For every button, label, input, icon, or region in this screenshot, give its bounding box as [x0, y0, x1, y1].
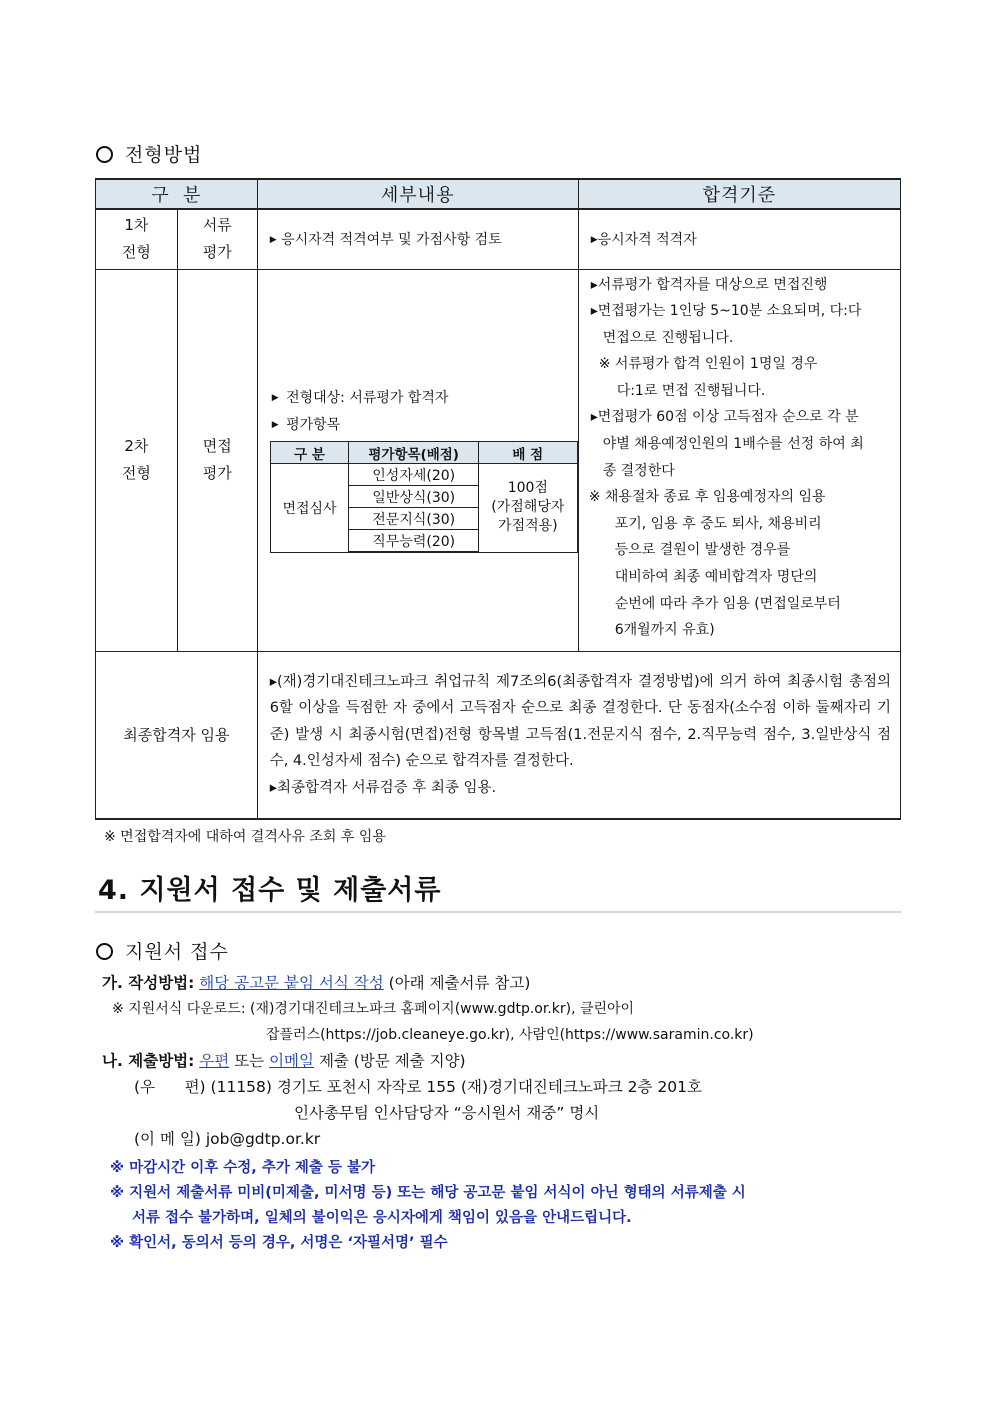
email-link[interactable]: 이메일	[269, 1052, 314, 1070]
interview-note: ※ 면접합격자에 대하여 결격사유 조회 후 임용	[104, 829, 386, 845]
email-label: (이 메 일)	[134, 1130, 201, 1148]
stage2-type-line2: 평가	[202, 464, 232, 482]
criteria-line: ▸면접평가는 1인당 5~10분 소요되며, 다:다	[590, 303, 862, 320]
stage2-target-line: ▶ 전형대상: 서류평가 합격자	[271, 390, 449, 406]
apply-title-text: 지원서 접수	[125, 941, 229, 963]
stage1-criteria-text: 응시자격 적격자	[597, 232, 697, 249]
section-title-apply	[96, 937, 229, 964]
inner-category-cell: 면접심사	[270, 464, 349, 553]
header-criteria: 합격기준	[578, 179, 900, 209]
header-category: 구 분	[96, 179, 258, 209]
inner-score-line2: (가점해당자	[491, 499, 565, 516]
criteria-line: ※ 서류평가 합격 인원이 1명일 경우	[598, 356, 818, 373]
inner-header-items: 평가항목(배점)	[349, 442, 479, 464]
post-address: (11158) 경기도 포천시 자작로 155 (재)경기대진테크노파크 2층 201호	[210, 1078, 702, 1096]
final-text-1: ▸(재)경기대진테크노파크 취업규칙 제7조의6(최종합격자 결정방법)에 의거 하여 최종시험 총점의 6할 이상을 득점한 자 중에서 고득점자 순으로 최종 결정한다. 단 동점자(소수점 이하 둘째자리 기준) 발생 시 최종시험(면접)전형 항목별 고득점(1.전문지식 점수, 2.직무능력 점수, 3.일반상식 점수, 4.인성자세 점수) 순으로 합격자를 결정한다.	[269, 673, 891, 769]
na-mid: 또는	[234, 1052, 265, 1070]
circle-icon	[96, 943, 113, 960]
inner-item-cell: 전문지식(30)	[349, 508, 479, 530]
section-title-selection	[96, 140, 202, 167]
post-link[interactable]: 우편	[199, 1052, 230, 1070]
selection-method-table	[95, 178, 901, 820]
criteria-line: ※ 채용절차 종료 후 임용예정자의 임용	[588, 489, 826, 506]
stage1-type-line1: 서류	[202, 216, 232, 235]
stage1-type	[177, 209, 257, 269]
stage1-label-line2: 전형	[121, 243, 151, 262]
criteria-line: 면접으로 진행됩니다.	[602, 329, 734, 346]
inner-header-row	[270, 442, 577, 464]
inner-item-cell: 일반상식(30)	[349, 486, 479, 508]
inner-item-cell: 인성자세(20)	[349, 464, 479, 486]
warning-3: ※ 확인서, 동의서 등의 경우, 서명은 ‘자필서명’ 필수	[110, 1235, 448, 1251]
table-row-stage1	[96, 209, 901, 269]
download-line-2: 잡플러스(https://job.cleaneye.go.kr), 사람인(https://www.saramin.co.kr)	[266, 1027, 754, 1043]
stage2-target-text: 전형대상: 서류평가 합격자	[286, 390, 449, 406]
stage2-label	[96, 269, 178, 651]
final-text-2: ▸최종합격자 서류검증 후 최종 임용.	[269, 779, 497, 796]
final-label: 최종합격자 임용	[96, 651, 258, 819]
criteria-line: ▸서류평가 합격자를 대상으로 면접진행	[590, 276, 828, 293]
stage1-label	[96, 209, 178, 269]
warning-block	[110, 1156, 830, 1256]
inner-row	[270, 464, 577, 486]
inner-score-cell	[478, 464, 577, 553]
inner-item-cell: 직무능력(20)	[349, 530, 479, 553]
criteria-line: 종 결정한다	[602, 462, 675, 479]
evaluation-items-table	[270, 441, 578, 553]
inner-header-category: 구 분	[270, 442, 349, 464]
na-line	[102, 1048, 902, 1074]
ga-form-link[interactable]: 해당 공고문 붙임 서식 작성	[199, 974, 384, 992]
stage2-label-line1: 2차	[124, 437, 149, 455]
ga-label: 가. 작성방법:	[102, 974, 195, 992]
criteria-line: 6개월까지 유효)	[614, 622, 715, 639]
header-detail: 세부내용	[257, 179, 578, 209]
na-label: 나. 제출방법:	[102, 1052, 195, 1070]
post-line	[102, 1074, 902, 1100]
stage2-type-line1: 면접	[202, 437, 232, 455]
criteria-line: 야별 채용예정인원의 1배수를 선정 하여 최	[602, 436, 864, 453]
section4-divider	[95, 911, 901, 913]
apply-block	[102, 970, 902, 1152]
stage2-items-line: ▶ 평가항목	[271, 417, 341, 433]
stage2-label-line2: 전형	[121, 464, 151, 482]
stage2-type	[177, 269, 257, 651]
criteria-line: 포기, 임용 후 중도 퇴사, 채용비리	[614, 515, 822, 532]
ga-line	[102, 970, 902, 996]
stage1-label-line1: 1차	[124, 216, 149, 235]
section4-heading: 4. 지원서 접수 및 제출서류	[98, 875, 442, 906]
final-detail	[257, 651, 900, 819]
table-row-stage2	[96, 269, 901, 651]
download-line-1: ※ 지원서식 다운로드: (재)경기대진테크노파크 홈페이지(www.gdtp.or.kr), 클린아이	[112, 1001, 635, 1017]
email-address: job@gdtp.or.kr	[205, 1130, 321, 1148]
ga-rest: (아래 제출서류 참고)	[388, 974, 531, 992]
stage2-criteria	[578, 269, 900, 651]
email-line	[102, 1126, 902, 1152]
stage2-items-text: 평가항목	[286, 417, 341, 433]
stage1-type-line2: 평가	[202, 243, 232, 262]
table-header-row	[96, 179, 901, 209]
criteria-line: 등으로 결원이 발생한 경우를	[614, 542, 791, 559]
inner-score-line3: 가점적용)	[498, 518, 558, 535]
warning-2b: 서류 접수 불가하며, 일체의 불이익은 응시자에게 책임이 있음을 안내드립니다.	[132, 1210, 632, 1226]
warning-2a: ※ 지원서 제출서류 미비(미제출, 미서명 등) 또는 해당 공고문 붙임 서식이 아닌 형태의 서류제출 시	[110, 1185, 746, 1201]
criteria-line: 대비하여 최종 예비합격자 명단의	[614, 569, 818, 586]
circle-icon	[96, 146, 113, 163]
stage1-detail: ▶ 응시자격 적격여부 및 가점사항 검토	[257, 209, 578, 269]
inner-header-score: 배 점	[478, 442, 577, 464]
stage2-detail	[257, 269, 578, 651]
na-rest: 제출 (방문 제출 지양)	[318, 1052, 466, 1070]
criteria-line: ▸면접평가 60점 이상 고득점자 순으로 각 분	[590, 409, 859, 426]
stage1-detail-text: 응시자격 적격여부 및 가점사항 검토	[281, 232, 502, 249]
table-row-final	[96, 651, 901, 819]
warning-1: ※ 마감시간 이후 수정, 추가 제출 등 불가	[110, 1160, 376, 1176]
section-title-text: 전형방법	[125, 144, 203, 166]
inner-score-line1: 100점	[507, 480, 548, 497]
stage1-criteria: ▶응시자격 적격자	[578, 209, 900, 269]
criteria-line: 다:1로 면접 진행됩니다.	[616, 382, 766, 399]
post-label: (우 편)	[134, 1078, 206, 1096]
criteria-line: 순번에 따라 추가 임용 (면접일로부터	[614, 595, 841, 612]
post-address-2: 인사총무팀 인사담당자 “응시원서 재중” 명시	[294, 1104, 600, 1122]
